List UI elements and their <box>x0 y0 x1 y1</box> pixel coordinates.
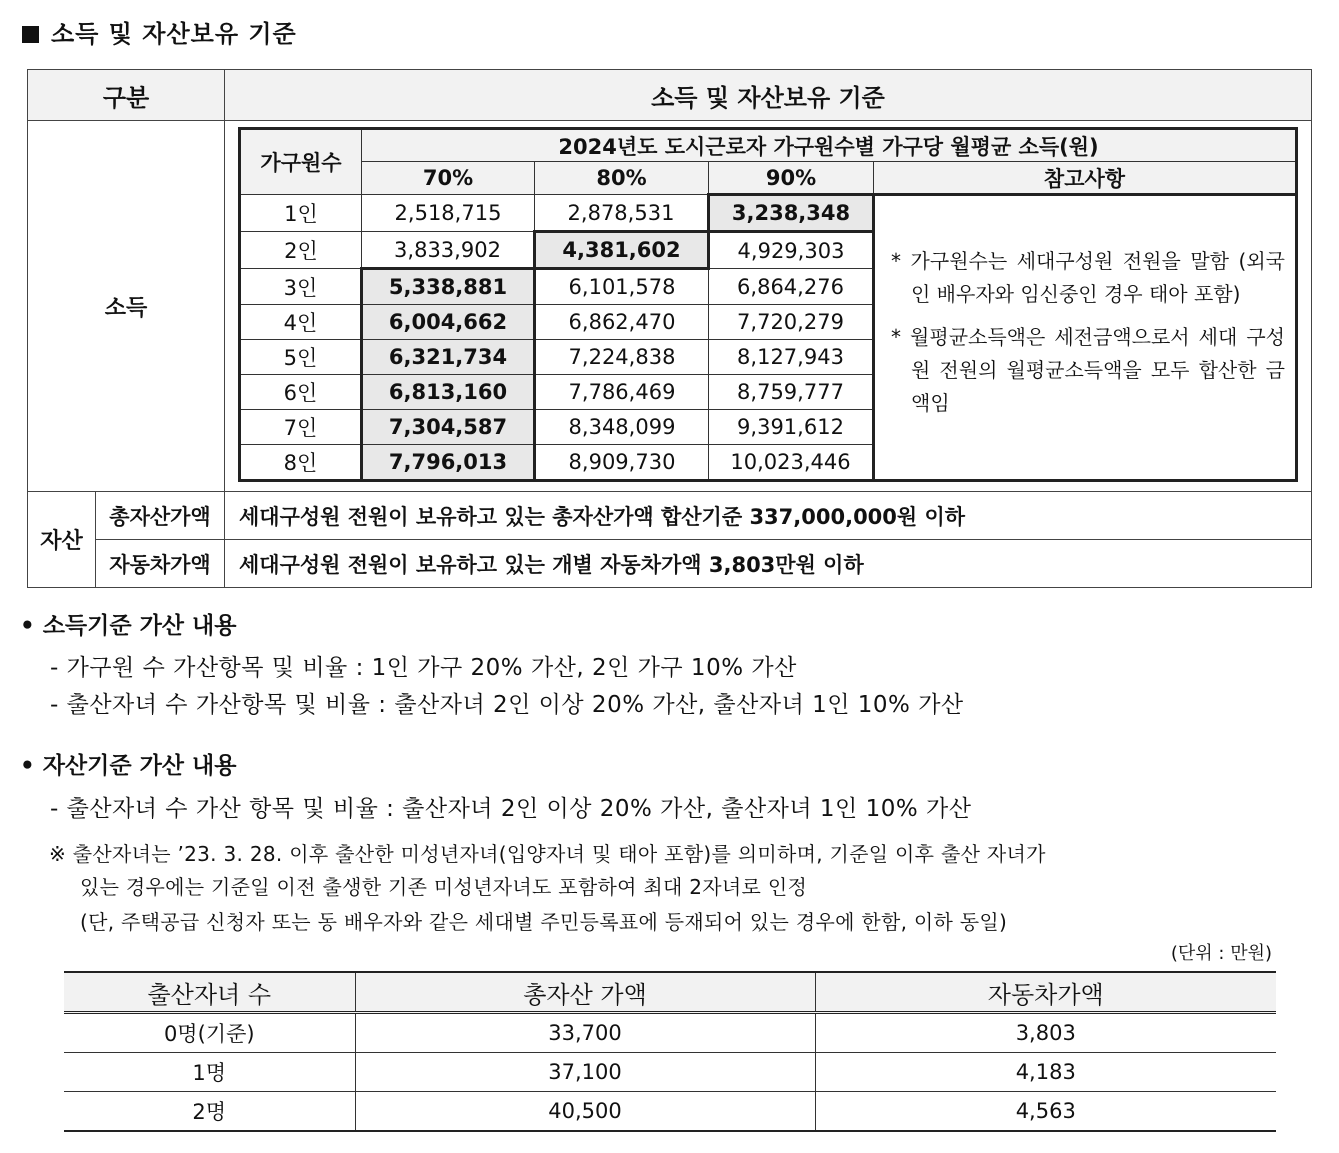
page-title: 소득 및 자산보유 기준 <box>22 14 297 49</box>
income-70-cell-highlight: 7,304,587 <box>362 410 535 445</box>
asset-addon-note: (단, 주택공급 신청자 또는 동 배우자와 같은 세대별 주민등록표에 등재되어 있는 경우에 한함, 이하 동일) <box>80 910 1008 934</box>
total-asset-cell: 33,700 <box>355 1013 815 1053</box>
members-cell: 5인 <box>240 340 362 375</box>
note-monthly-income: * 월평균소득액은 세전금액으로서 세대 구성원 전원의 월평균소득액을 모두 합산한 금액임 <box>891 325 1285 415</box>
income-70-cell: 3,833,902 <box>362 232 535 269</box>
car-value-cell: 4,183 <box>815 1053 1276 1092</box>
asset-addon-table <box>64 971 1276 1132</box>
header-car-value: 자동차가액 <box>815 972 1276 1013</box>
income-addon-heading: • 소득기준 가산 내용 <box>20 613 237 639</box>
header-children: 출산자녀 수 <box>64 972 355 1013</box>
asset-addon-line: - 출산자녀 수 가산 항목 및 비율 : 출산자녀 2인 이상 20% 가산, 출산자녀 1인 10% 가산 <box>50 796 972 822</box>
income-80-cell: 2,878,531 <box>535 195 709 232</box>
income-70-cell-highlight: 5,338,881 <box>362 269 535 305</box>
col-header-criteria: 소득 및 자산보유 기준 <box>225 70 1312 121</box>
income-70-cell-highlight: 6,321,734 <box>362 340 535 375</box>
car-value-cell: 4,563 <box>815 1092 1276 1132</box>
income-80-cell: 6,101,578 <box>535 269 709 305</box>
income-70-cell-highlight: 6,004,662 <box>362 305 535 340</box>
income-70-cell-highlight: 7,796,013 <box>362 445 535 481</box>
members-cell: 3인 <box>240 269 362 305</box>
income-90-cell: 9,391,612 <box>709 410 874 445</box>
income-80-cell: 8,909,730 <box>535 445 709 481</box>
notes-cell <box>874 195 1297 481</box>
header-70: 70% <box>362 162 535 195</box>
asset-addon-heading: • 자산기준 가산 내용 <box>20 753 237 779</box>
car-value-cell: 3,803 <box>815 1013 1276 1053</box>
income-90-cell: 6,864,276 <box>709 269 874 305</box>
income-80-cell: 7,224,838 <box>535 340 709 375</box>
income-80-cell: 8,348,099 <box>535 410 709 445</box>
total-asset-cell: 37,100 <box>355 1053 815 1092</box>
income-label: 소득 <box>28 121 225 492</box>
children-cell: 1명 <box>64 1053 355 1092</box>
members-cell: 8인 <box>240 445 362 481</box>
income-80-cell: 7,786,469 <box>535 375 709 410</box>
header-income-title: 2024년도 도시근로자 가구원수별 가구당 월평균 소득(원) <box>362 129 1297 162</box>
header-members: 가구원수 <box>240 129 362 195</box>
table-row <box>64 1092 1276 1132</box>
asset-addon-note: 있는 경우에는 기준일 이전 출생한 기존 미성년자녀도 포함하여 최대 2자녀로 인정 <box>80 875 808 899</box>
income-80-cell: 6,862,470 <box>535 305 709 340</box>
total-asset-cell: 40,500 <box>355 1092 815 1132</box>
income-90-cell: 7,720,279 <box>709 305 874 340</box>
asset-addon-note: ※ 출산자녀는 ’23. 3. 28. 이후 출산한 미성년자녀(입양자녀 및 태아 포함)를 의미하며, 기준일 이후 출산 자녀가 <box>49 842 1046 866</box>
car-value-text: 세대구성원 전원이 보유하고 있는 개별 자동차가액 3,803만원 이하 <box>225 540 1312 588</box>
unit-label: (단위 : 만원) <box>1170 943 1272 964</box>
income-70-cell: 2,518,715 <box>362 195 535 232</box>
members-cell: 1인 <box>240 195 362 232</box>
table-row <box>64 1013 1276 1053</box>
car-value-label: 자동차가액 <box>96 540 225 588</box>
table-row <box>240 195 1297 232</box>
income-70-cell-highlight: 6,813,160 <box>362 375 535 410</box>
square-bullet-icon <box>22 26 39 43</box>
members-cell: 6인 <box>240 375 362 410</box>
asset-label: 자산 <box>28 492 96 588</box>
header-80: 80% <box>535 162 709 195</box>
income-90-cell: 4,929,303 <box>709 232 874 269</box>
header-90: 90% <box>709 162 874 195</box>
income-90-cell: 10,023,446 <box>709 445 874 481</box>
criteria-table <box>27 69 1312 588</box>
income-80-cell-highlight: 4,381,602 <box>535 232 709 269</box>
income-table <box>238 127 1298 482</box>
total-asset-text: 세대구성원 전원이 보유하고 있는 총자산가액 합산기준 337,000,000원 이하 <box>225 492 1312 540</box>
children-cell: 2명 <box>64 1092 355 1132</box>
note-household-members: * 가구원수는 세대구성원 전원을 말함 (외국인 배우자와 임신중인 경우 태아 포함) <box>891 249 1285 306</box>
members-cell: 7인 <box>240 410 362 445</box>
income-90-cell: 8,127,943 <box>709 340 874 375</box>
income-90-cell: 8,759,777 <box>709 375 874 410</box>
income-cell <box>225 121 1312 492</box>
income-addon-line: - 가구원 수 가산항목 및 비율 : 1인 가구 20% 가산, 2인 가구 10% 가산 <box>50 655 797 681</box>
children-cell: 0명(기준) <box>64 1013 355 1053</box>
members-cell: 4인 <box>240 305 362 340</box>
header-total-asset: 총자산 가액 <box>355 972 815 1013</box>
col-header-category: 구분 <box>28 70 225 121</box>
table-row <box>64 1053 1276 1092</box>
members-cell: 2인 <box>240 232 362 269</box>
header-notes: 참고사항 <box>874 162 1297 195</box>
total-asset-label: 총자산가액 <box>96 492 225 540</box>
income-addon-line: - 출산자녀 수 가산항목 및 비율 : 출산자녀 2인 이상 20% 가산, 출산자녀 1인 10% 가산 <box>50 692 964 718</box>
income-90-cell-highlight: 3,238,348 <box>709 195 874 232</box>
